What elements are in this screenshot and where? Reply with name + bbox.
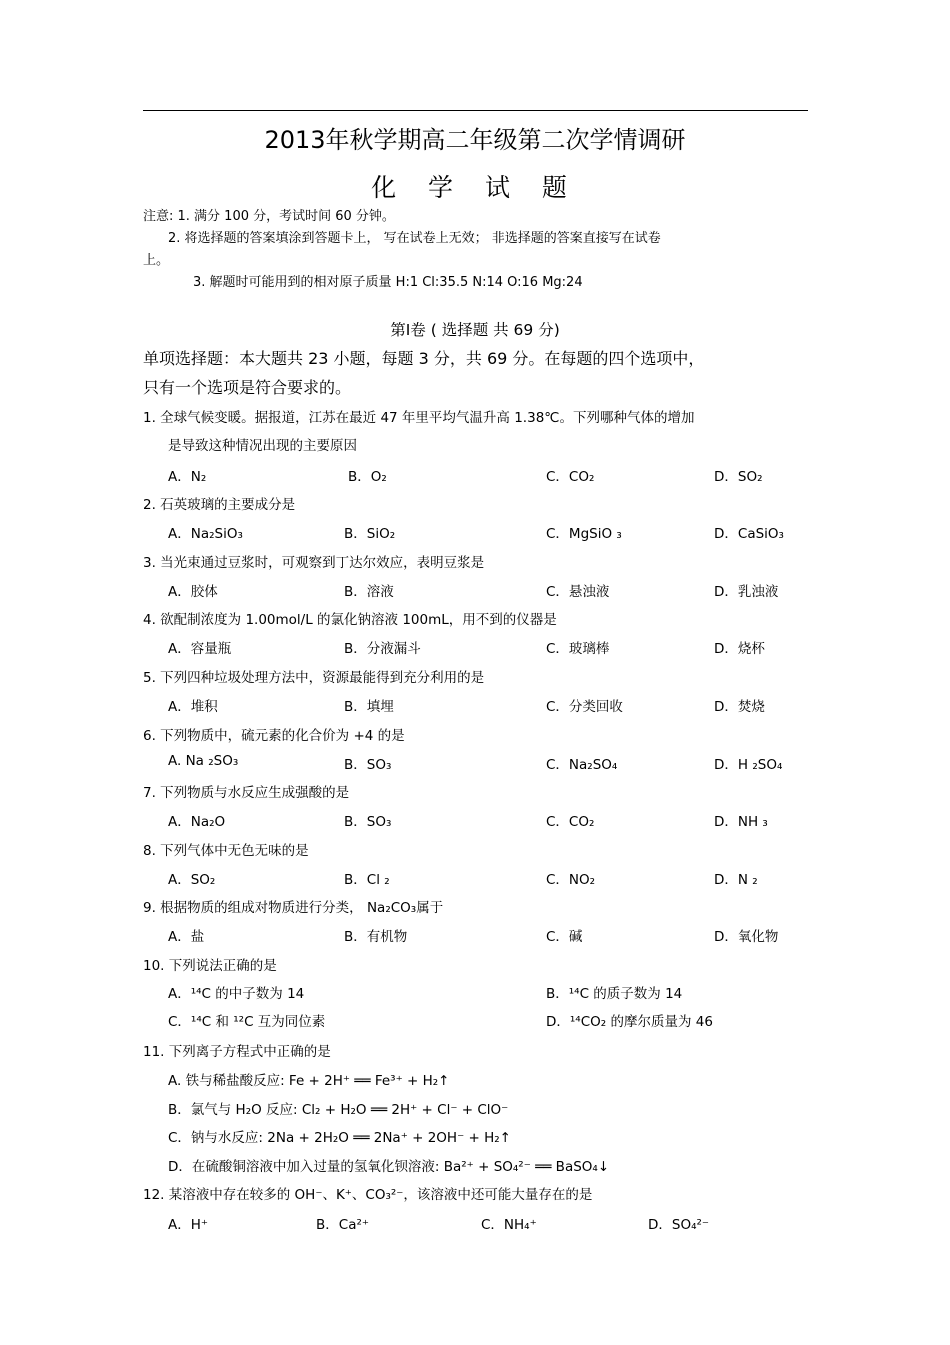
option-a: A. 铁与稀盐酸反应: Fe + 2H⁺ ══ Fe³⁺ + H₂↑ [168, 1073, 450, 1089]
option-d: D．CaSiO₃ [714, 526, 784, 542]
option-a: A．容量瓶 [168, 641, 232, 657]
option-d: D．焚烧 [714, 699, 765, 715]
question-stem: 2. 石英玻璃的主要成分是 [143, 497, 296, 513]
option-a: A．H⁺ [168, 1217, 209, 1233]
option-b: B．氯气与 H₂O 反应: Cl₂ + H₂O ══ 2H⁺ + Cl⁻ + ClO⁻ [168, 1102, 509, 1118]
note-2-cont: 上。 [143, 253, 170, 268]
option-b: B．SO₃ [344, 757, 392, 773]
option-d: D．烧杯 [714, 641, 765, 657]
note-3: 3. 解题时可能用到的相对原子质量 H:1 Cl:35.5 N:14 O:16 Mg:24 [193, 275, 583, 290]
option-c: C．钠与水反应: 2Na + 2H₂O ══ 2Na⁺ + 2OH⁻ + H₂↑ [168, 1130, 511, 1146]
option-b: B．SiO₂ [344, 526, 396, 542]
option-a: A. Na ₂SO₃ [168, 753, 239, 769]
option-a: A．胶体 [168, 584, 218, 600]
option-b: B．溶液 [344, 584, 394, 600]
option-a: A．盐 [168, 929, 205, 945]
question-stem: 6. 下列物质中，硫元素的化合价为 +4 的是 [143, 728, 405, 744]
option-a: A．堆积 [168, 699, 218, 715]
question-stem: 11. 下列离子方程式中正确的是 [143, 1044, 331, 1060]
option-a: A．N₂ [168, 469, 207, 485]
question-stem-cont: 是导致这种情况出现的主要原因 [168, 438, 357, 454]
note-2: 2. 将选择题的答案填涂到答题卡上， 写在试卷上无效； 非选择题的答案直接写在试卷 [168, 231, 661, 246]
option-b: B．有机物 [344, 929, 408, 945]
option-b: B．分液漏斗 [344, 641, 421, 657]
option-c: C．CO₂ [546, 469, 595, 485]
option-d: D．N ₂ [714, 872, 758, 888]
option-c: C．CO₂ [546, 814, 595, 830]
option-a: A．Na₂O [168, 814, 226, 830]
option-c: C．悬浊液 [546, 584, 610, 600]
option-b: B．Ca²⁺ [316, 1217, 369, 1233]
question-stem: 10. 下列说法正确的是 [143, 958, 277, 974]
option-d: D．NH ₃ [714, 814, 768, 830]
section-title: 第Ⅰ卷 ( 选择题 共 69 分) [390, 321, 560, 339]
option-c: C．玻璃棒 [546, 641, 610, 657]
option-c: C．¹⁴C 和 ¹²C 互为同位素 [168, 1014, 326, 1030]
option-c: C．NH₄⁺ [481, 1217, 537, 1233]
note-1: 注意: 1. 满分 100 分，考试时间 60 分钟。 [143, 209, 395, 224]
question-stem: 8. 下列气体中无色无味的是 [143, 843, 309, 859]
option-c: C．碱 [546, 929, 583, 945]
question-stem: 4. 欲配制浓度为 1.00mol/L 的氯化钠溶液 100mL，用不到的仪器是 [143, 612, 557, 628]
option-d: D．¹⁴CO₂ 的摩尔质量为 46 [546, 1014, 713, 1030]
option-d: D．氧化物 [714, 929, 779, 945]
option-a: A．¹⁴C 的中子数为 14 [168, 986, 305, 1002]
option-c: C．Na₂SO₄ [546, 757, 618, 773]
option-d: D．在硫酸铜溶液中加入过量的氢氧化钡溶液: Ba²⁺ + SO₄²⁻ ══ BaSO₄↓ [168, 1159, 610, 1175]
exam-title: 2013年秋学期高二年级第二次学情调研 [264, 126, 686, 154]
question-stem: 3. 当光束通过豆浆时，可观察到丁达尔效应，表明豆浆是 [143, 555, 485, 571]
subject-title: 化 学 试 题 [371, 173, 579, 202]
option-b: B．Cl ₂ [344, 872, 390, 888]
option-a: A．SO₂ [168, 872, 216, 888]
option-b: B．¹⁴C 的质子数为 14 [546, 986, 683, 1002]
question-stem: 12. 某溶液中存在较多的 OH⁻、K⁺、CO₃²⁻，该溶液中还可能大量存在的是 [143, 1187, 593, 1203]
option-a: A．Na₂SiO₃ [168, 526, 243, 542]
option-d: D．SO₂ [714, 469, 763, 485]
section-intro: 单项选择题：本大题共 23 小题，每题 3 分，共 69 分。在每题的四个选项中， [143, 349, 705, 368]
option-d: D．SO₄²⁻ [648, 1217, 710, 1233]
option-c: C．MgSiO ₃ [546, 526, 622, 542]
option-c: C．分类回收 [546, 699, 623, 715]
question-stem: 7. 下列物质与水反应生成强酸的是 [143, 785, 350, 801]
option-c: C．NO₂ [546, 872, 596, 888]
option-b: B．填埋 [344, 699, 394, 715]
section-intro-cont: 只有一个选项是符合要求的。 [143, 378, 352, 397]
header-rule [143, 110, 808, 111]
question-stem: 5. 下列四种垃圾处理方法中，资源最能得到充分利用的是 [143, 670, 485, 686]
option-d: D．乳浊液 [714, 584, 779, 600]
option-b: B．O₂ [348, 469, 387, 485]
option-d: D．H ₂SO₄ [714, 757, 783, 773]
question-stem: 1. 全球气候变暖。据报道，江苏在最近 47 年里平均气温升高 1.38℃。下列哪种气体的增加 [143, 410, 695, 426]
question-stem: 9. 根据物质的组成对物质进行分类， Na₂CO₃属于 [143, 900, 444, 916]
option-b: B．SO₃ [344, 814, 392, 830]
